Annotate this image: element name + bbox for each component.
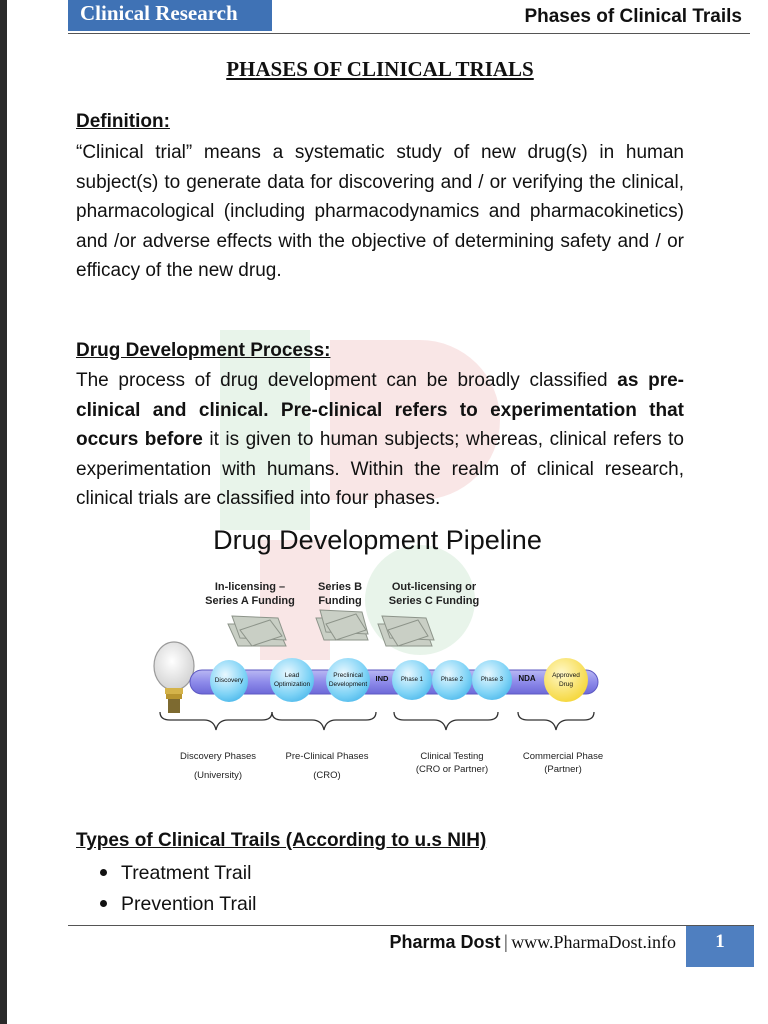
- phase-label-preclinical: Pre-Clinical Phases (CRO): [285, 751, 369, 781]
- page-title: PHASES OF CLINICAL TRIALS: [226, 57, 534, 81]
- money-stack-icon: [378, 616, 434, 646]
- footer-brand: Pharma Dost: [389, 932, 501, 952]
- phase-label-discovery: Discovery Phases (University): [179, 751, 257, 781]
- funding-label-a: In-licensing – Series A Funding: [205, 581, 295, 607]
- types-list: [100, 858, 256, 920]
- stage-ind: IND: [375, 674, 389, 683]
- drug-dev-text: The process of drug development can be broadly classified as pre-clinical and clinical. Pre-clinical refers to experimentation that occurs before it is given to human subjects; whereas, clinical refers to experimentation with humans. Within the realm of clinical research, clinical trials are classified into four phases.: [76, 370, 684, 509]
- pipeline-title: Drug Development Pipeline: [213, 525, 542, 555]
- bullet-icon: [100, 869, 107, 876]
- page-left-edge: [0, 0, 7, 1024]
- footer-rule: [68, 925, 754, 926]
- drug-dev-heading: Drug Development Process:: [76, 340, 331, 361]
- definition-text: “Clinical trial” means a systematic study of new drug(s) in human subject(s) to generate data for discovering and / or verifying the clinical, pharmacological (including pharmacodynamics and pharmacokinetics) and /or adverse effects with the objective of determining safety and / or efficacy of the new drug.: [76, 142, 684, 281]
- footer-separator: |: [503, 932, 509, 952]
- header-section-tab: Clinical Research: [68, 0, 272, 31]
- stage-preclinical-development: Preclinical Development: [326, 658, 370, 702]
- stage-lead-optimization: Lead Optimization: [270, 658, 314, 702]
- stage-nda: NDA: [518, 674, 536, 683]
- phase-label-clinical-testing: Clinical Testing (CRO or Partner): [415, 751, 489, 775]
- money-stack-icon: [228, 616, 286, 646]
- header-chapter-title: Phases of Clinical Trails: [524, 6, 742, 27]
- phase-label-commercial: Commercial Phase (Partner): [522, 751, 604, 775]
- definition-heading: Definition:: [76, 111, 170, 132]
- stage-discovery: Discovery: [210, 660, 248, 702]
- money-stack-icon: [316, 610, 368, 640]
- light-bulb-icon: [154, 642, 194, 713]
- stage-phase-3: Phase 3: [472, 660, 512, 700]
- funding-label-b: Series B Funding: [317, 581, 363, 607]
- header-rule: [68, 33, 750, 34]
- bullet-icon: [100, 900, 107, 907]
- types-heading: Types of Clinical Trails (According to u.s NIH): [76, 830, 487, 851]
- stage-phase-2: Phase 2: [432, 660, 472, 700]
- footer-text: [389, 932, 676, 953]
- phase-braces: [150, 706, 620, 746]
- pipeline-diagram: [150, 572, 620, 792]
- list-item: Treatment Trail: [100, 858, 256, 889]
- page-number: 1: [686, 926, 754, 967]
- funding-label-c: Out-licensing or Series C Funding: [388, 581, 480, 607]
- footer-url[interactable]: www.PharmaDost.info: [511, 932, 676, 952]
- list-item: Prevention Trail: [100, 889, 256, 920]
- stage-approved-drug: Approved Drug: [544, 658, 588, 702]
- drug-dev-bold-text: as pre-clinical and clinical. Pre-clinical refers to experimentation that occurs before: [76, 370, 684, 450]
- stage-phase-1: Phase 1: [392, 660, 432, 700]
